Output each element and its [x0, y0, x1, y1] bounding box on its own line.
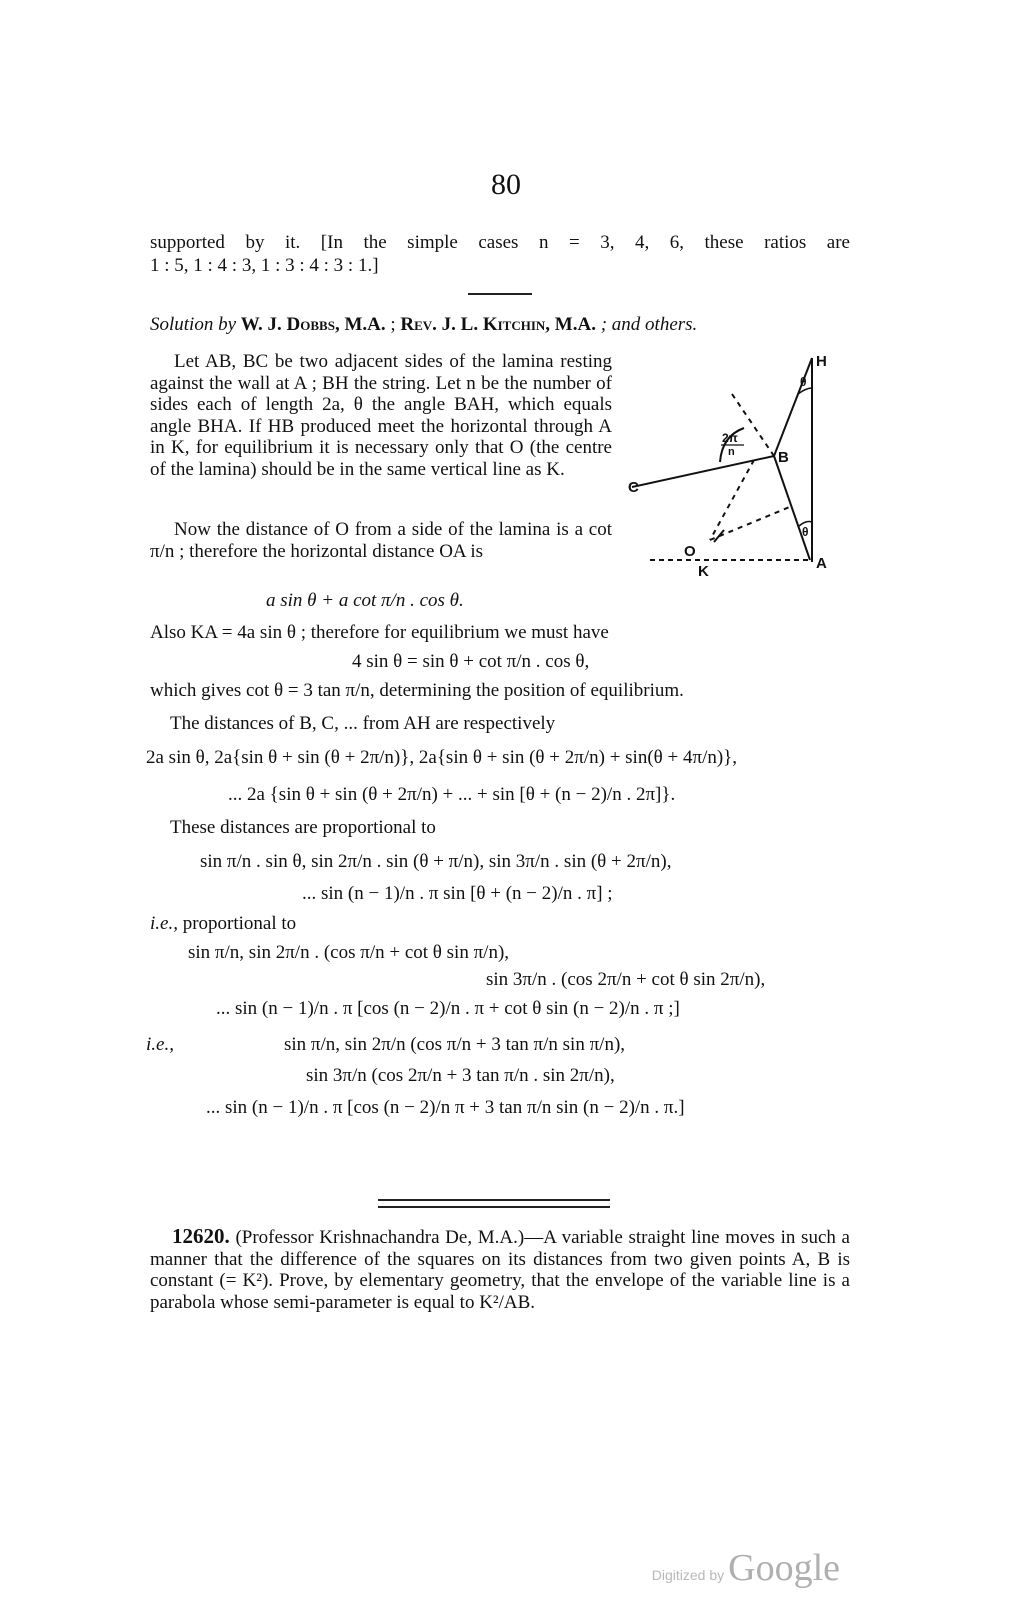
paragraph-3: Also KA = 4a sin θ ; therefore for equilibrium we must have	[150, 622, 609, 643]
double-rule	[378, 1199, 610, 1208]
equation-3b: ... 2a {sin θ + sin (θ + 2π/n) + ... + sin [θ + (n − 2)/n . 2π]}.	[228, 784, 676, 805]
page-number: 80	[491, 168, 521, 201]
lamina-diagram	[628, 350, 838, 580]
equation-2: 4 sin θ = sin θ + cot π/n . cos θ,	[352, 651, 590, 672]
label-a: A	[816, 555, 827, 572]
equation-5c: ... sin (n − 1)/n . π [cos (n − 2)/n . π + cot θ sin (n − 2)/n . π ;]	[216, 998, 680, 1019]
intro-line-2: 1 : 5, 1 : 4 : 3, 1 : 3 : 4 : 3 : 1.]	[150, 255, 379, 276]
solution-lead: Solution by	[150, 314, 237, 335]
paragraph-4: which gives cot θ = 3 tan π/n, determining the position of equilibrium.	[150, 680, 684, 701]
solution-author-2: Rev. J. L. Kitchin, M.A.	[400, 314, 596, 335]
equation-4a: sin π/n . sin θ, sin 2π/n . sin (θ + π/n), sin 3π/n . sin (θ + 2π/n),	[200, 851, 672, 872]
paragraph-6: These distances are proportional to	[170, 817, 436, 838]
paragraph-1: Let AB, BC be two adjacent sides of the lamina resting against the wall at A ; BH the string. Let n be the number of sides each of length 2a, θ the angle BAH, which equals angle BHA. If HB produced meet the horizontal through A in K, for equilibrium it is necessary only that O (the centre of the lamina) should be in the same vertical line as K.	[150, 351, 612, 480]
equation-3a: 2a sin θ, 2a{sin θ + sin (θ + 2π/n)}, 2a{sin θ + sin (θ + 2π/n) + sin(θ + 4π/n)},	[146, 747, 738, 768]
problem-text: —A variable straight line moves in such a manner that the difference of the squares on its distances from two given points A, B is constant (= K²). Prove, by elementary geometry, that the envelope of the variable line is a parabola whose semi-parameter is equal to K²/AB.	[150, 1227, 850, 1313]
bo-dashed-line	[710, 460, 754, 540]
ie-line-1	[150, 913, 296, 935]
solution-sep: ;	[385, 314, 401, 335]
label-angle-den: n	[728, 446, 735, 458]
paragraph-2: Now the distance of O from a side of the lamina is a cot π/n ; therefore the horizontal distance OA is	[150, 519, 612, 562]
ie-label-2: i.e.,	[146, 1034, 174, 1055]
label-theta-bottom: θ	[802, 525, 809, 539]
label-k: K	[698, 563, 709, 580]
equation-6c: ... sin (n − 1)/n . π [cos (n − 2)/n π + 3 tan π/n sin (n − 2)/n . π.]	[206, 1097, 685, 1118]
label-b: B	[778, 449, 789, 466]
digitized-text: Digitized by	[651, 1567, 725, 1583]
string-bh-line	[774, 358, 812, 456]
google-logo: Google	[728, 1547, 840, 1589]
bh-produced-line	[732, 394, 774, 456]
label-c: C	[628, 479, 639, 496]
equation-6b: sin 3π/n (cos 2π/n + 3 tan π/n . sin 2π/n),	[306, 1065, 615, 1086]
o-foot-dashed-line	[710, 506, 792, 540]
label-h: H	[816, 353, 827, 370]
side-ba-line	[774, 456, 810, 560]
solution-byline	[150, 314, 697, 336]
label-angle-num: 2π	[722, 431, 738, 445]
solution-author-1: W. J. Dobbs, M.A.	[240, 314, 386, 335]
equation-4b: ... sin (n − 1)/n . π sin [θ + (n − 2)/n . π] ;	[302, 883, 613, 904]
equation-5a: sin π/n, sin 2π/n . (cos π/n + cot θ sin π/n),	[188, 942, 510, 963]
label-o: O	[684, 543, 696, 560]
ie-label-1: i.e.,	[150, 913, 178, 934]
equation-6a: sin π/n, sin 2π/n (cos π/n + 3 tan π/n sin π/n),	[284, 1034, 626, 1055]
label-theta-top: θ	[800, 375, 807, 389]
equation-5b: sin 3π/n . (cos 2π/n + cot θ sin 2π/n),	[486, 969, 766, 990]
digitized-watermark	[652, 1546, 840, 1590]
problem-12620	[150, 1226, 850, 1313]
paragraph-5: The distances of B, C, ... from AH are respectively	[170, 713, 556, 734]
paragraph-7: proportional to	[182, 913, 297, 934]
section-rule	[468, 293, 532, 295]
problem-number: 12620.	[172, 1224, 230, 1248]
equation-1: a sin θ + a cot π/n . cos θ.	[266, 590, 464, 611]
problem-proposer: (Professor Krishnachandra De, M.A.)	[235, 1227, 525, 1248]
intro-line-1: supported by it. [In the simple cases n = 3, 4, 6, these ratios are	[150, 232, 850, 253]
solution-tail: ; and others.	[600, 314, 698, 335]
